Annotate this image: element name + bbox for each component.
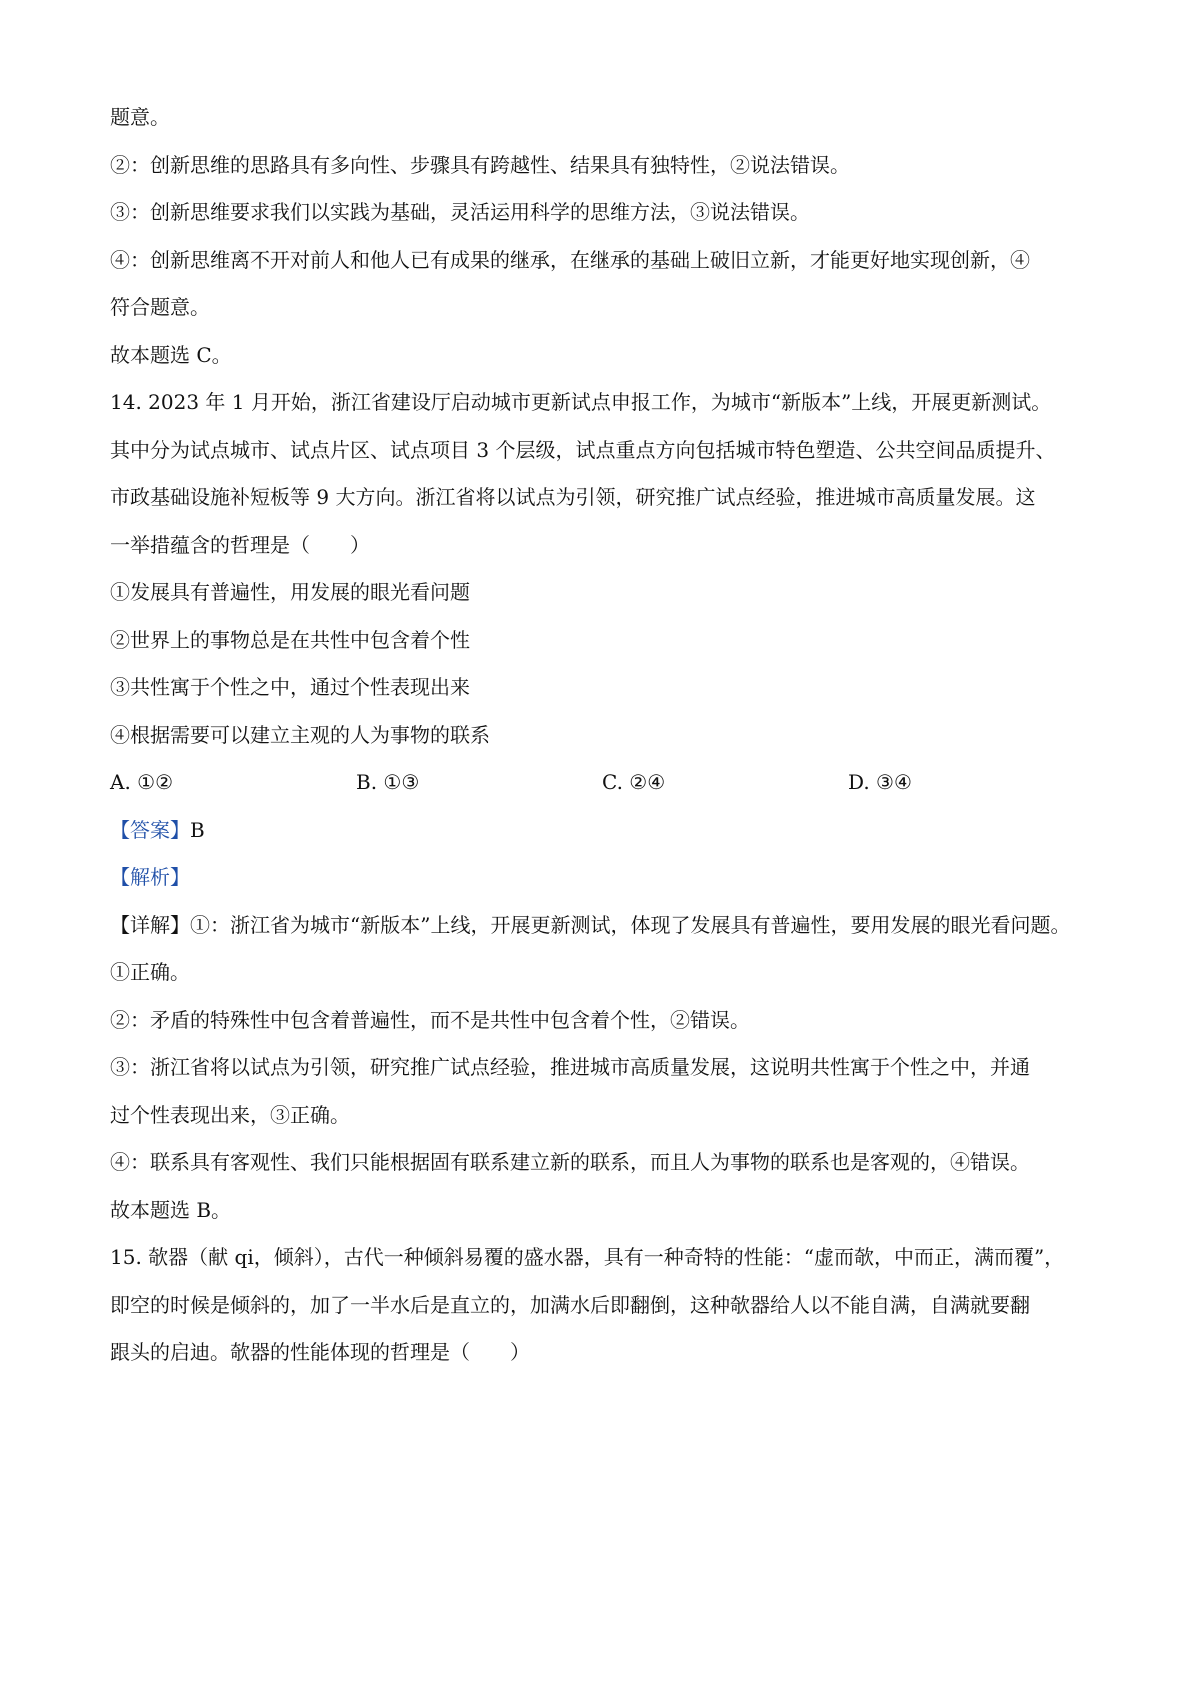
detail-line: ②：矛盾的特殊性中包含着普遍性，而不是共性中包含着个性，②错误。	[110, 1007, 750, 1032]
answer-options	[110, 759, 1100, 807]
analysis-tag: 【解析】	[110, 865, 190, 889]
prev-question-explanation	[110, 94, 1100, 379]
question-stem-line: 一举措蕴含的哲理是（ ）	[110, 532, 370, 557]
explanation-line: ④：创新思维离不开对前人和他人已有成果的继承，在继承的基础上破旧立新，才能更好地实现创新，④	[110, 247, 1030, 272]
answer-value: B	[190, 817, 205, 842]
statement-2: ②世界上的事物总是在共性中包含着个性	[110, 627, 470, 652]
detail-line: ③：浙江省将以试点为引领，研究推广试点经验，推进城市高质量发展，这说明共性寓于个性之中，并通	[110, 1055, 1030, 1079]
question-stem-line: 15. 欹器（献 qi，倾斜），古代一种倾斜易覆的盛水器，具有一种奇特的性能：“虚而欹，中而正，满而覆”，	[110, 1245, 1065, 1269]
answer-tag: 【答案】	[110, 817, 190, 842]
question-stem-line: 跟头的启迪。欹器的性能体现的哲理是（ ）	[110, 1340, 530, 1364]
option-b: B. ①③	[356, 770, 420, 794]
question-stem-line: 即空的时候是倾斜的，加了一半水后是直立的，加满水后即翻倒，这种欹器给人以不能自满，自满就要翻	[110, 1292, 1030, 1317]
analysis-line	[110, 854, 1100, 902]
detail-line: ①正确。	[110, 960, 190, 984]
option-a: A. ①②	[110, 770, 174, 794]
explanation-conclusion: 故本题选 C。	[110, 342, 232, 367]
statement-4: ④根据需要可以建立主观的人为事物的联系	[110, 722, 490, 747]
detail-line: 过个性表现出来，③正确。	[110, 1102, 350, 1127]
question-stem-line: 其中分为试点城市、试点片区、试点项目 3 个层级，试点重点方向包括城市特色塑造、公共空间品质提升、	[110, 437, 1056, 462]
statement-3: ③共性寓于个性之中，通过个性表现出来	[110, 675, 470, 699]
detail-text: ①：浙江省为城市“新版本”上线，开展更新测试，体现了发展具有普遍性，要用发展的眼光看问题。	[190, 912, 1071, 937]
question-stem-line: 市政基础设施补短板等 9 大方向。浙江省将以试点为引领，研究推广试点经验，推进城市高质量发展。这	[110, 485, 1036, 509]
option-c: C. ②④	[602, 770, 666, 794]
explanation-line: 题意。	[110, 105, 170, 129]
detail-conclusion: 故本题选 B。	[110, 1197, 232, 1222]
question-stem-line: 14. 2023 年 1 月开始，浙江省建设厅启动城市更新试点申报工作，为城市“新版本”上线，开展更新测试。	[110, 390, 1052, 414]
explanation-line: ③：创新思维要求我们以实践为基础，灵活运用科学的思维方法，③说法错误。	[110, 200, 810, 224]
statement-1: ①发展具有普遍性，用发展的眼光看问题	[110, 580, 470, 604]
question-14	[110, 379, 1100, 1234]
answer-line	[110, 807, 1100, 855]
explanation-line: ②：创新思维的思路具有多向性、步骤具有跨越性、结果具有独特性，②说法错误。	[110, 152, 850, 177]
document-page	[110, 94, 1100, 1377]
detail-tag: 【详解】	[110, 912, 190, 937]
detail-line	[110, 902, 1100, 950]
explanation-line: 符合题意。	[110, 295, 210, 319]
option-d: D. ③④	[848, 770, 912, 794]
question-15	[110, 1234, 1100, 1377]
detail-line: ④：联系具有客观性、我们只能根据固有联系建立新的联系，而且人为事物的联系也是客观的，④错误。	[110, 1150, 1030, 1174]
